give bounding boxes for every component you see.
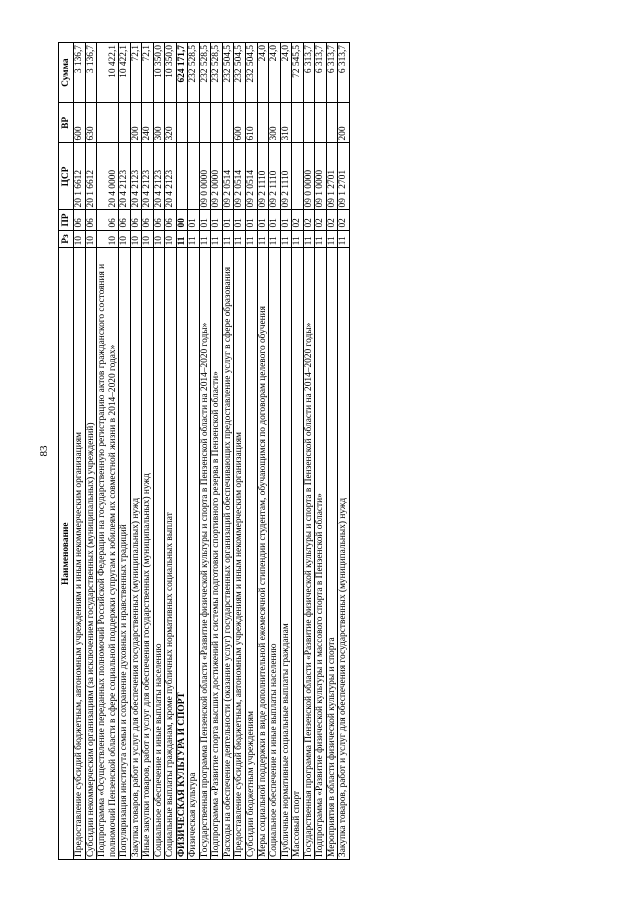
- table-row: [292, 43, 304, 860]
- cell-vr: 600: [234, 103, 246, 143]
- cell-pr: 01: [188, 210, 200, 230]
- cell-csr: 09 2 0514: [222, 143, 234, 210]
- cell-name: Государственная программа Пензенской области «Развитие физической культуры и спорта в Пензенской области на 2014–2020 годы»: [303, 248, 315, 860]
- cell-pr: 06: [97, 210, 119, 230]
- cell-rz: 11: [188, 230, 200, 248]
- cell-rz: 11: [303, 230, 315, 248]
- cell-rz: 11: [269, 230, 281, 248]
- cell-rz: 11: [211, 230, 223, 248]
- cell-csr: 09 1 2701: [338, 143, 350, 210]
- header-rz: Рз: [59, 230, 74, 248]
- cell-csr: 09 1 0000: [315, 143, 327, 210]
- table-row: [188, 43, 200, 860]
- cell-csr: 09 0 0000: [199, 143, 211, 210]
- cell-rz: 10: [97, 230, 119, 248]
- cell-vr: [292, 103, 304, 143]
- table-row: [211, 43, 223, 860]
- table-row: [234, 43, 246, 860]
- header-pr: ПР: [59, 210, 74, 230]
- table-row: [130, 43, 142, 860]
- cell-sum: 72,1: [142, 43, 154, 103]
- cell-name: ФИЗИЧЕСКАЯ КУЛЬТУРА И СПОРТ: [176, 248, 188, 860]
- header-name: Наименование: [59, 248, 74, 860]
- cell-sum: 232 504,5: [245, 43, 257, 103]
- cell-name: Предоставление субсидий бюджетным, автономным учреждениям и иным некоммерческим организациям: [74, 248, 86, 860]
- cell-rz: 10: [165, 230, 177, 248]
- cell-name: Социальные выплаты гражданам, кроме публичных нормативных социальных выплат: [165, 248, 177, 860]
- cell-rz: 11: [315, 230, 327, 248]
- cell-csr: 20 4 2123: [142, 143, 154, 210]
- cell-sum: 624 171,7: [176, 43, 188, 103]
- cell-sum: 232 528,5: [199, 43, 211, 103]
- cell-rz: 10: [74, 230, 86, 248]
- cell-rz: 10: [130, 230, 142, 248]
- cell-vr: [119, 103, 131, 143]
- cell-rz: 11: [292, 230, 304, 248]
- budget-table: [58, 42, 350, 860]
- table-row: [176, 43, 188, 860]
- table-body: [74, 43, 350, 860]
- cell-vr: [199, 103, 211, 143]
- cell-vr: [188, 103, 200, 143]
- cell-sum: 10 350,0: [165, 43, 177, 103]
- cell-rz: 11: [280, 230, 292, 248]
- cell-rz: 11: [326, 230, 338, 248]
- cell-pr: 06: [85, 210, 97, 230]
- cell-pr: 01: [222, 210, 234, 230]
- cell-pr: 00: [176, 210, 188, 230]
- cell-vr: 300: [269, 103, 281, 143]
- header-csr: ЦСР: [59, 143, 74, 210]
- cell-name: Популяризация института семьи и сохранение духовных и нравственных традиций: [119, 248, 131, 860]
- table-row: [165, 43, 177, 860]
- cell-name: Закупка товаров, работ и услуг для обеспечения государственных (муниципальных) нужд: [130, 248, 142, 860]
- cell-pr: 02: [326, 210, 338, 230]
- cell-csr: 20 4 2123: [130, 143, 142, 210]
- cell-vr: [315, 103, 327, 143]
- cell-sum: 10 422,1: [119, 43, 131, 103]
- page-number: 83: [38, 445, 50, 457]
- cell-vr: 240: [142, 103, 154, 143]
- table-row: [269, 43, 281, 860]
- cell-csr: 09 2 0514: [245, 143, 257, 210]
- cell-vr: [257, 103, 269, 143]
- cell-pr: 06: [130, 210, 142, 230]
- cell-csr: 09 2 0514: [234, 143, 246, 210]
- cell-name: Иные закупки товаров, работ и услуг для обеспечения государственных (муниципальных) нужд: [142, 248, 154, 860]
- cell-sum: 232 528,5: [211, 43, 223, 103]
- cell-vr: 320: [165, 103, 177, 143]
- cell-vr: 630: [85, 103, 97, 143]
- cell-sum: 24,0: [280, 43, 292, 103]
- cell-vr: 310: [280, 103, 292, 143]
- table-row: [326, 43, 338, 860]
- table-header-row: [59, 43, 74, 860]
- cell-rz: 11: [222, 230, 234, 248]
- cell-name: Расходы на обеспечение деятельности (оказание услуг) государственных организаций обеспечивающих предоставление услуг в сфере образования: [222, 248, 234, 860]
- cell-pr: 06: [74, 210, 86, 230]
- cell-rz: 10: [142, 230, 154, 248]
- cell-name: Мероприятия в области физической культуры и спорта: [326, 248, 338, 860]
- cell-csr: 20 1 6612: [85, 143, 97, 210]
- cell-pr: 02: [303, 210, 315, 230]
- table-row: [280, 43, 292, 860]
- table-row: [315, 43, 327, 860]
- cell-rz: 11: [176, 230, 188, 248]
- table-row: [97, 43, 119, 860]
- cell-rz: 11: [199, 230, 211, 248]
- cell-name: Подпрограмма «Развитие физической культуры и массового спорта в Пензенской области»: [315, 248, 327, 860]
- cell-sum: 232 528,5: [188, 43, 200, 103]
- cell-vr: 600: [74, 103, 86, 143]
- cell-vr: [303, 103, 315, 143]
- cell-pr: 01: [245, 210, 257, 230]
- cell-rz: 10: [85, 230, 97, 248]
- cell-name: Социальное обеспечение и иные выплаты населению: [153, 248, 165, 860]
- cell-name: Публичные нормативные социальные выплаты гражданам: [280, 248, 292, 860]
- cell-pr: 01: [269, 210, 281, 230]
- cell-pr: 06: [142, 210, 154, 230]
- table-row: [303, 43, 315, 860]
- cell-name: Предоставление субсидий бюджетным, автономным учреждениям и иным некоммерческим организациям: [234, 248, 246, 860]
- cell-sum: 232 504,5: [234, 43, 246, 103]
- cell-rz: 11: [245, 230, 257, 248]
- cell-name: Физическая культура: [188, 248, 200, 860]
- table-row: [153, 43, 165, 860]
- cell-pr: 02: [292, 210, 304, 230]
- cell-sum: 3 136,7: [74, 43, 86, 103]
- cell-csr: 20 4 0000: [97, 143, 119, 210]
- cell-sum: 6 313,7: [326, 43, 338, 103]
- cell-pr: 02: [315, 210, 327, 230]
- cell-csr: [176, 143, 188, 210]
- cell-csr: 09 2 1110: [269, 143, 281, 210]
- cell-csr: [292, 143, 304, 210]
- cell-sum: 10 350,0: [153, 43, 165, 103]
- cell-pr: 01: [199, 210, 211, 230]
- cell-csr: 20 4 2123: [165, 143, 177, 210]
- table-row: [222, 43, 234, 860]
- cell-rz: 10: [119, 230, 131, 248]
- cell-name: Субсидии некоммерческим организациям (за исключением государственных (муниципальных) учреждений): [85, 248, 97, 860]
- cell-rz: 11: [234, 230, 246, 248]
- table-row: [245, 43, 257, 860]
- cell-csr: 20 4 2123: [119, 143, 131, 210]
- cell-csr: 09 2 1110: [257, 143, 269, 210]
- cell-vr: 200: [130, 103, 142, 143]
- table-row: [74, 43, 86, 860]
- cell-sum: 6 313,7: [338, 43, 350, 103]
- cell-name: Субсидии бюджетным учреждениям: [245, 248, 257, 860]
- cell-vr: [176, 103, 188, 143]
- cell-rz: 11: [257, 230, 269, 248]
- cell-sum: 10 422,1: [97, 43, 119, 103]
- cell-pr: 01: [234, 210, 246, 230]
- cell-pr: 02: [338, 210, 350, 230]
- cell-name: Подпрограмма «Развитие спорта высших достижений и системы подготовки спортивного резерва в Пензенской области»: [211, 248, 223, 860]
- cell-name: Подпрограмма «Осуществление переданных полномочий Российской Федерации на государственную регистрацию актов гражданского состояния и полномочий Пензенской области в сфере социальной поддержки супругам к юбилеям их совместной жизни в 2014–2020 годах»: [97, 248, 119, 860]
- cell-vr: 200: [338, 103, 350, 143]
- cell-csr: 09 0 0000: [303, 143, 315, 210]
- cell-sum: 6 313,7: [303, 43, 315, 103]
- cell-sum: 72,1: [130, 43, 142, 103]
- cell-pr: 06: [165, 210, 177, 230]
- cell-name: Государственная программа Пензенской области «Развитие физической культуры и спорта в Пензенской области на 2014–2020 годы»: [199, 248, 211, 860]
- cell-pr: 06: [119, 210, 131, 230]
- cell-name: Социальное обеспечение и иные выплаты населению: [269, 248, 281, 860]
- cell-name: Закупка товаров, работ и услуг для обеспечения государственных (муниципальных) нужд: [338, 248, 350, 860]
- header-vr: ВР: [59, 103, 74, 143]
- cell-pr: 01: [211, 210, 223, 230]
- cell-vr: [222, 103, 234, 143]
- cell-sum: 3 136,7: [85, 43, 97, 103]
- cell-sum: 232 504,5: [222, 43, 234, 103]
- cell-pr: 01: [257, 210, 269, 230]
- cell-rz: 10: [153, 230, 165, 248]
- cell-vr: [326, 103, 338, 143]
- cell-vr: 610: [245, 103, 257, 143]
- cell-vr: [211, 103, 223, 143]
- cell-sum: 72 545,5: [292, 43, 304, 103]
- table-row: [142, 43, 154, 860]
- table-row: [119, 43, 131, 860]
- cell-sum: 6 313,7: [315, 43, 327, 103]
- cell-pr: 06: [153, 210, 165, 230]
- table-row: [338, 43, 350, 860]
- cell-csr: 09 2 1110: [280, 143, 292, 210]
- header-sum: Сумма: [59, 43, 74, 103]
- table-row: [257, 43, 269, 860]
- cell-pr: 01: [280, 210, 292, 230]
- cell-sum: 24,0: [257, 43, 269, 103]
- cell-sum: 24,0: [269, 43, 281, 103]
- cell-vr: [97, 103, 119, 143]
- cell-name: Меры социальной поддержки в виде дополнительной ежемесячной стипендии студентам, обучающимся по договорам целевого обучения: [257, 248, 269, 860]
- cell-name: Массовый спорт: [292, 248, 304, 860]
- cell-rz: 11: [338, 230, 350, 248]
- table-row: [85, 43, 97, 860]
- rotated-page: [38, 42, 578, 860]
- cell-csr: [188, 143, 200, 210]
- table-row: [199, 43, 211, 860]
- cell-csr: 20 1 6612: [74, 143, 86, 210]
- cell-csr: 09 2 0000: [211, 143, 223, 210]
- cell-csr: 20 4 2123: [153, 143, 165, 210]
- cell-vr: 300: [153, 103, 165, 143]
- cell-csr: 09 1 2701: [326, 143, 338, 210]
